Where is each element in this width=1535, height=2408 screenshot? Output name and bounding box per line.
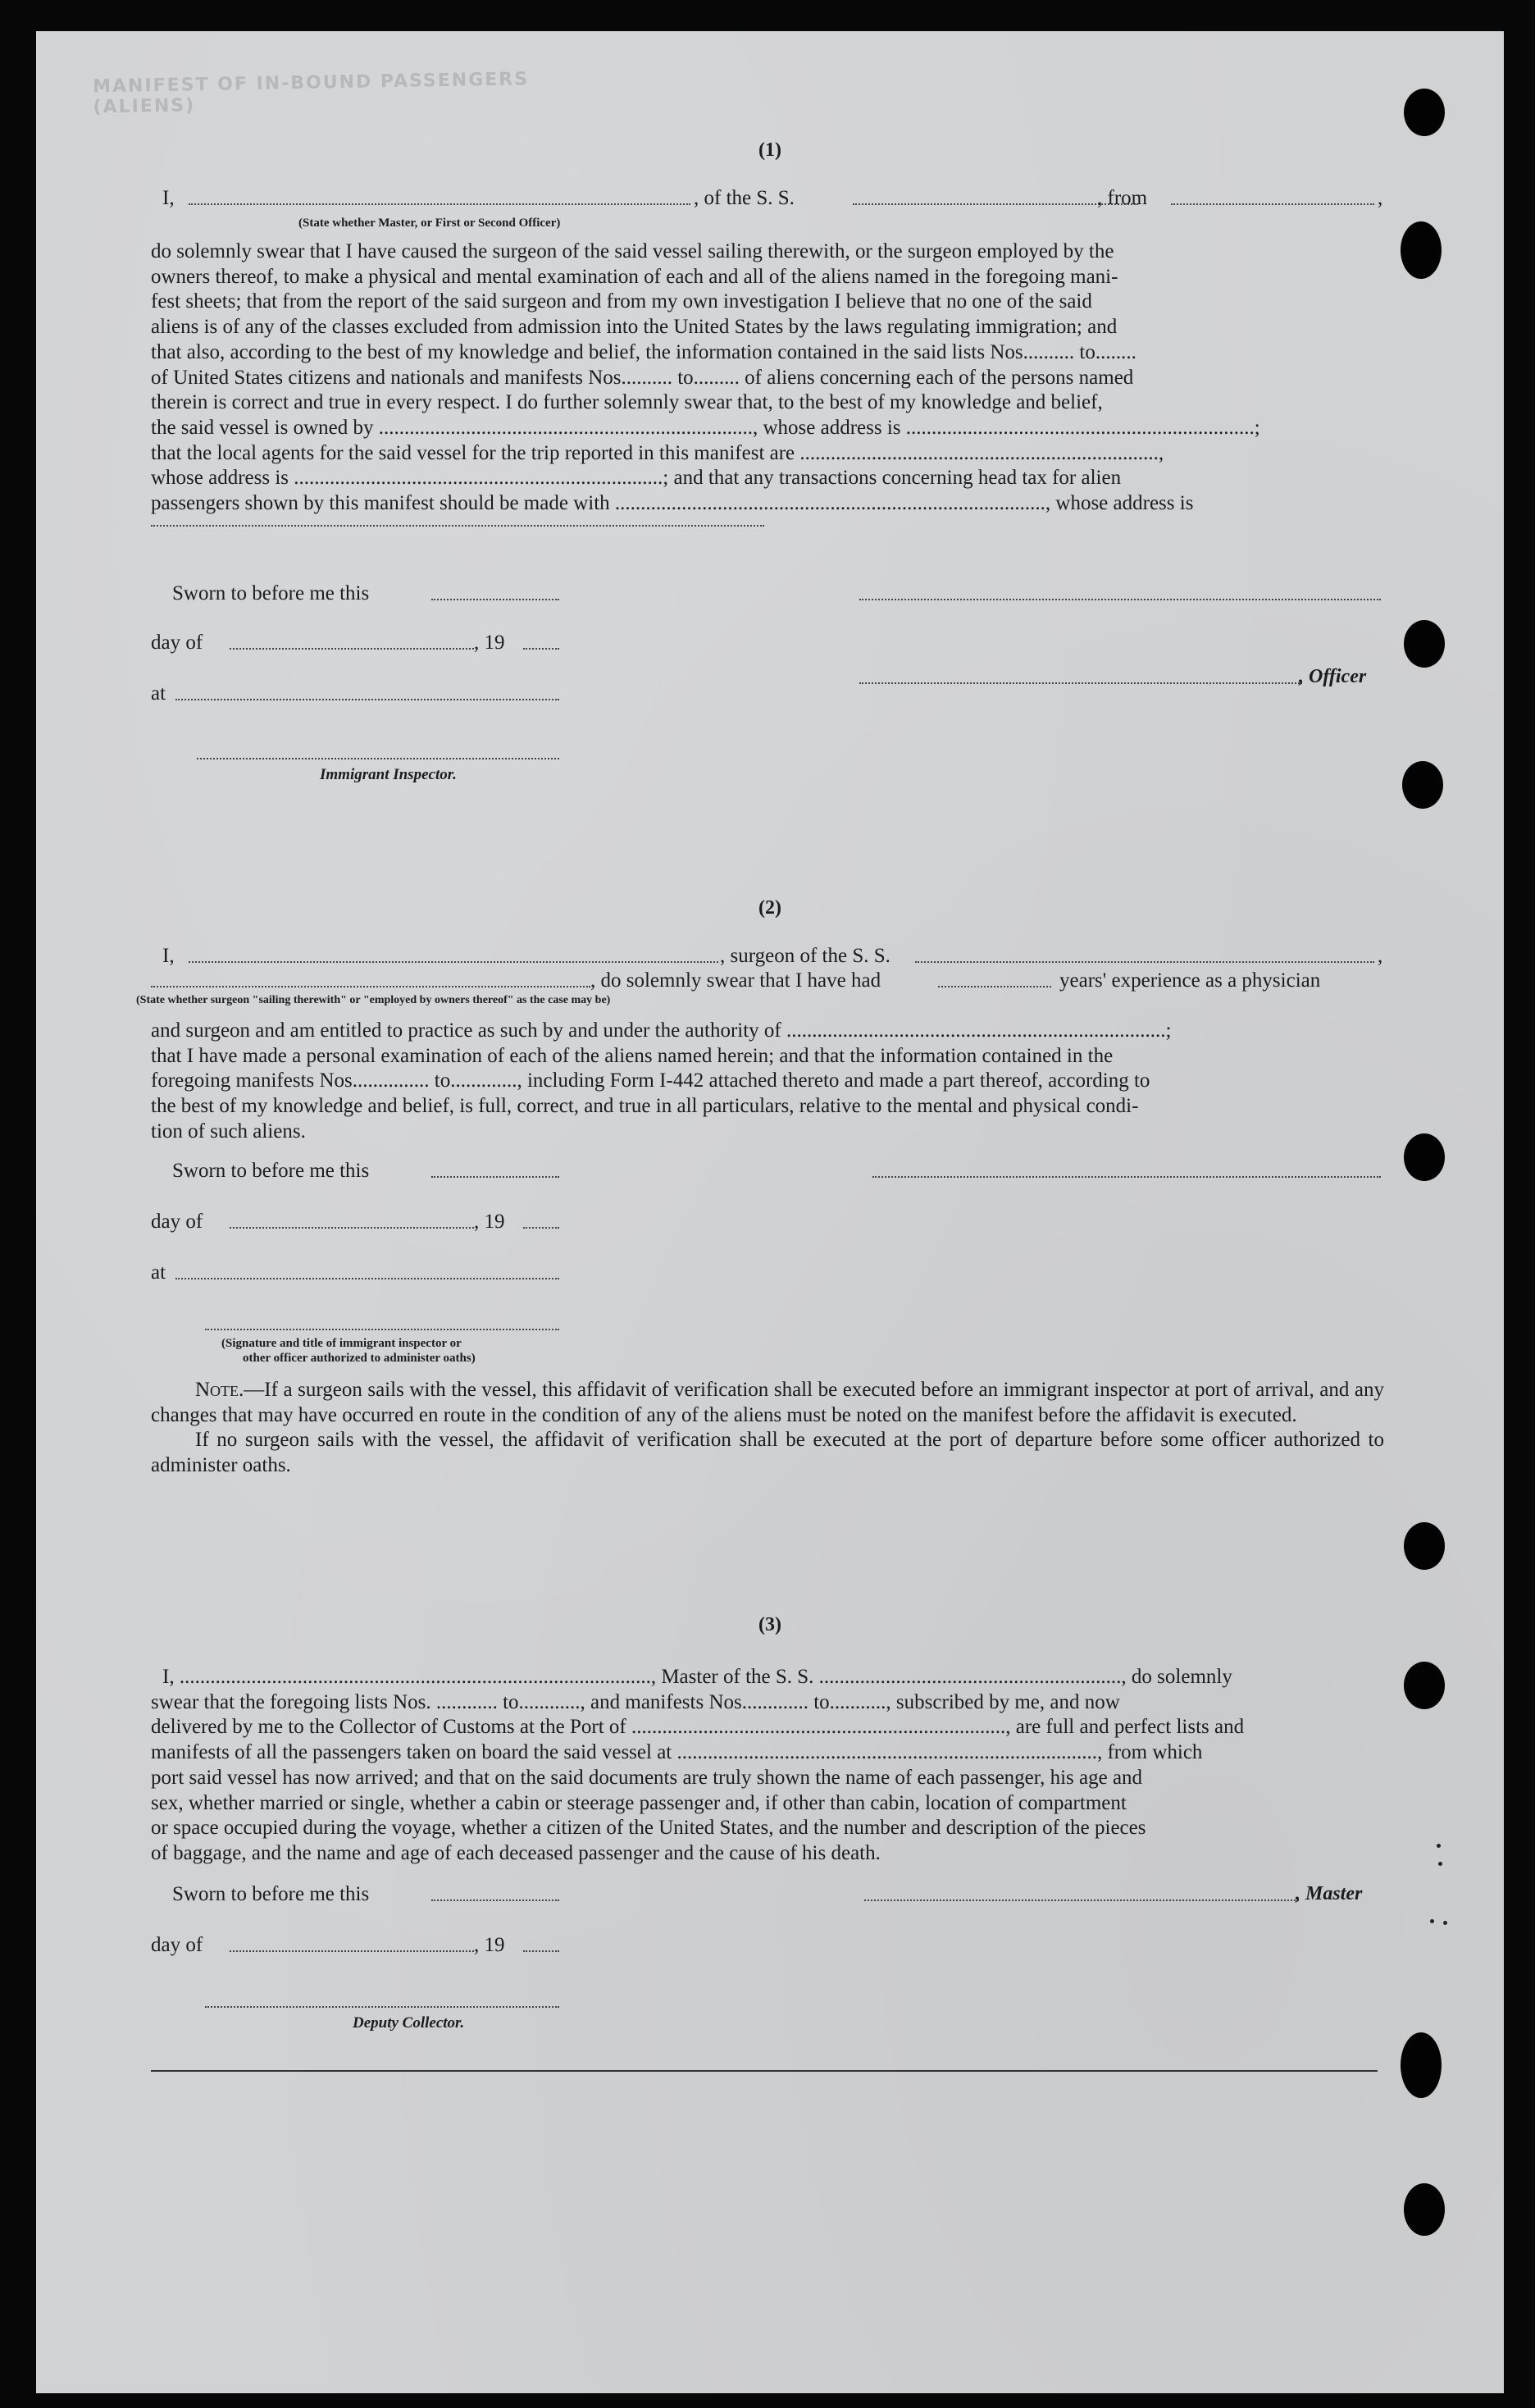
s2-inspector-signature-line[interactable] [205,1329,559,1330]
s2-line2-end: years' experience as a physician [1059,969,1321,992]
s1-year-label: , 19 [474,632,505,654]
s2-para-line: and surgeon and am entitled to practice as such by and under the authority of ..........................................................................; [151,1019,1172,1042]
s3-para-line: manifests of all the passengers taken on board the said vessel at .................................................................................., from which [151,1741,1203,1764]
s3-master-label: , Master [1296,1883,1363,1904]
s2-surgeon-name-blank[interactable] [189,961,718,963]
s3-para-line: sex, whether married or single, whether a cabin or steerage passenger and, if other than cabin, location of compartment [151,1791,1127,1814]
s3-para-line: or space occupied during the voyage, whether a citizen of the United States, and the number and description of the pieces [151,1817,1146,1840]
s2-surgeon-signature-line[interactable] [872,1176,1381,1178]
speck [1438,1862,1442,1866]
s2-note-text: —If a surgeon sails with the vessel, this affidavit of verification shall be executed before an immigrant inspector at port of arrival, and any changes that may have occurred en route in the condition of any of the aliens must be noted on the manifest before the affidavit is executed. [151,1379,1384,1426]
s2-line1-tail: , [1378,945,1383,967]
s3-year-blank[interactable] [523,1950,559,1952]
s2-line1-start: I, [162,945,175,967]
s2-year-label: , 19 [474,1211,505,1233]
s1-para-line: passengers shown by this manifest should be made with ...................................................................................., whose address is [151,492,1194,515]
s1-inspector-caption: Immigrant Inspector. [320,766,457,783]
s2-sig-note-2: other officer authorized to administer oaths) [243,1352,476,1365]
punch-hole [1404,620,1445,668]
s3-oath-paragraph [151,1665,1384,1867]
s1-line1-mid: , of the S. S. [694,187,795,209]
s1-agent-address-blank[interactable] [151,525,764,527]
s2-sworn-date-blank[interactable] [431,1176,559,1178]
s1-line1-tail: , [1378,187,1383,209]
s2-at-label: at [151,1261,166,1284]
s1-para-line: do solemnly swear that I have caused the surgeon of the said vessel sailing therewith, or the surgeon employed by the [151,240,1114,262]
s3-collector-signature-line[interactable] [205,2006,559,2008]
ghost-title: MANIFEST OF IN-BOUND PASSENGERS (ALIENS) [92,69,530,118]
s2-surgeon-note: (State whether surgeon "sailing therewith" or "employed by owners thereof" as the case may be) [136,994,611,1006]
s2-place-blank[interactable] [175,1278,559,1279]
punch-hole [1402,761,1443,809]
s2-sworn-label: Sworn to before me this [172,1160,370,1182]
manifest-sheet [36,31,1504,2393]
s1-month-blank[interactable] [230,648,474,650]
s1-sworn-label: Sworn to before me this [172,582,370,604]
s3-para-line: delivered by me to the Collector of Customs at the Port of ........................................................................., are full and perfect lists and [151,1716,1245,1739]
s2-note-paragraph [151,1378,1384,1479]
s2-note2-text: If no surgeon sails with the vessel, the affidavit of verification shall be executed at the port of departure before some officer authorized to administer oaths. [151,1429,1384,1477]
s1-vessel-name-blank[interactable] [853,203,1138,205]
section-3-heading: (3) [758,1614,781,1635]
s2-para-line: the best of my knowledge and belief, is full, correct, and true in all particulars, relative to the mental and physical condi- [151,1095,1139,1118]
s1-oath-paragraph [151,239,1384,517]
s2-note-label: Note. [195,1379,244,1401]
s1-officer-note: (State whether Master, or First or Second Officer) [298,217,561,230]
s1-officer-name-line[interactable] [859,682,1302,684]
punch-hole [1404,1133,1445,1181]
s3-para-line: of baggage, and the name and age of each deceased passenger and the cause of his death. [151,1841,881,1864]
s1-port-blank[interactable] [1171,203,1374,205]
s1-line1-end: , from [1097,187,1148,209]
s2-sig-note-1: (Signature and title of immigrant inspector or [221,1337,462,1350]
s3-para-line: I, ............................................................................................, Master of the S. S. ..........................................................., do solemnly [162,1666,1232,1688]
punch-hole [1404,1522,1445,1570]
speck [1443,1921,1447,1925]
bottom-rule [151,2070,1378,2072]
s1-para-line: that also, according to the best of my knowledge and belief, the information contained in the said lists Nos.......... to........ [151,340,1136,363]
s3-para-line: port said vessel has now arrived; and that on the said documents are truly shown the name of each passenger, his age and [151,1766,1143,1789]
section-2-heading: (2) [758,897,781,919]
section-1-heading: (1) [758,139,781,161]
s1-day-of-label: day of [151,632,203,654]
s2-oath-paragraph [151,1019,1384,1145]
s2-day-of-label: day of [151,1211,203,1233]
s2-vessel-name-blank[interactable] [915,961,1374,963]
punch-hole [1404,89,1445,136]
s2-sailing-status-blank[interactable] [151,986,590,987]
s1-at-label: at [151,682,166,705]
s3-month-blank[interactable] [230,1950,474,1952]
s2-para-line: tion of such aliens. [151,1120,306,1142]
s1-year-blank[interactable] [523,648,559,650]
s1-para-line: whose address is ........................................................................; and that any transactions concerning head tax for alien [151,467,1122,490]
s3-day-of-label: day of [151,1934,203,1956]
punch-hole [1401,221,1442,279]
s1-officer-signature-line[interactable] [859,599,1381,600]
s3-sworn-label: Sworn to before me this [172,1883,370,1905]
s1-line1-start: I, [162,187,175,209]
s2-line2-mid: , do solemnly swear that I have had [590,969,881,992]
s3-year-label: , 19 [474,1934,505,1956]
s1-inspector-signature-line[interactable] [197,758,559,759]
speck [1437,1844,1441,1848]
s1-para-line: of United States citizens and nationals and manifests Nos.......... to......... of aliens concerning each of the persons named [151,366,1134,389]
s3-para-line: swear that the foregoing lists Nos. ............ to............, and manifests Nos............. to..........., subscribed by me, and now [151,1690,1120,1713]
s1-para-line: therein is correct and true in every respect. I do further solemnly swear that, to the best of my knowledge and belief, [151,391,1103,414]
s1-place-blank[interactable] [175,699,559,700]
s2-para-line: foregoing manifests Nos............... to............., including Form I-442 attached thereto and made a part thereof, according to [151,1069,1150,1092]
s3-sworn-date-blank[interactable] [431,1899,559,1901]
s1-line1 [162,187,175,210]
s2-year-blank[interactable] [523,1227,559,1229]
s1-para-line: fest sheets; that from the report of the said surgeon and from my own investigation I believe that no one of the said [151,290,1092,313]
s3-collector-caption: Deputy Collector. [353,2014,465,2032]
s2-line1-mid: , surgeon of the S. S. [720,945,890,967]
s2-para-line: that I have made a personal examination of each of the aliens named herein; and that the information contained in the [151,1044,1114,1067]
s1-para-line: aliens is of any of the classes excluded from admission into the United States by the laws regulating immigration; and [151,316,1118,339]
s2-month-blank[interactable] [230,1227,474,1229]
s1-para-line: owners thereof, to make a physical and mental examination of each and all of the aliens named in the foregoing mani- [151,265,1118,288]
punch-hole [1404,2183,1445,2236]
s3-master-signature-line[interactable] [864,1899,1299,1901]
s1-officer-label: , Officer [1299,666,1367,687]
bleed-through-header [93,60,604,192]
speck [1430,1919,1434,1923]
s1-sworn-date-blank[interactable] [431,599,559,600]
s1-para-line: the said vessel is owned by ........................................................................., whose address is ....................................................................; [151,416,1260,439]
punch-hole [1401,2032,1442,2098]
s2-years-blank[interactable] [938,986,1051,987]
s1-para-line: that the local agents for the said vessel for the trip reported in this manifest are ......................................................................, [151,441,1164,464]
s1-officer-title-blank[interactable] [189,203,690,205]
punch-hole [1404,1662,1445,1709]
